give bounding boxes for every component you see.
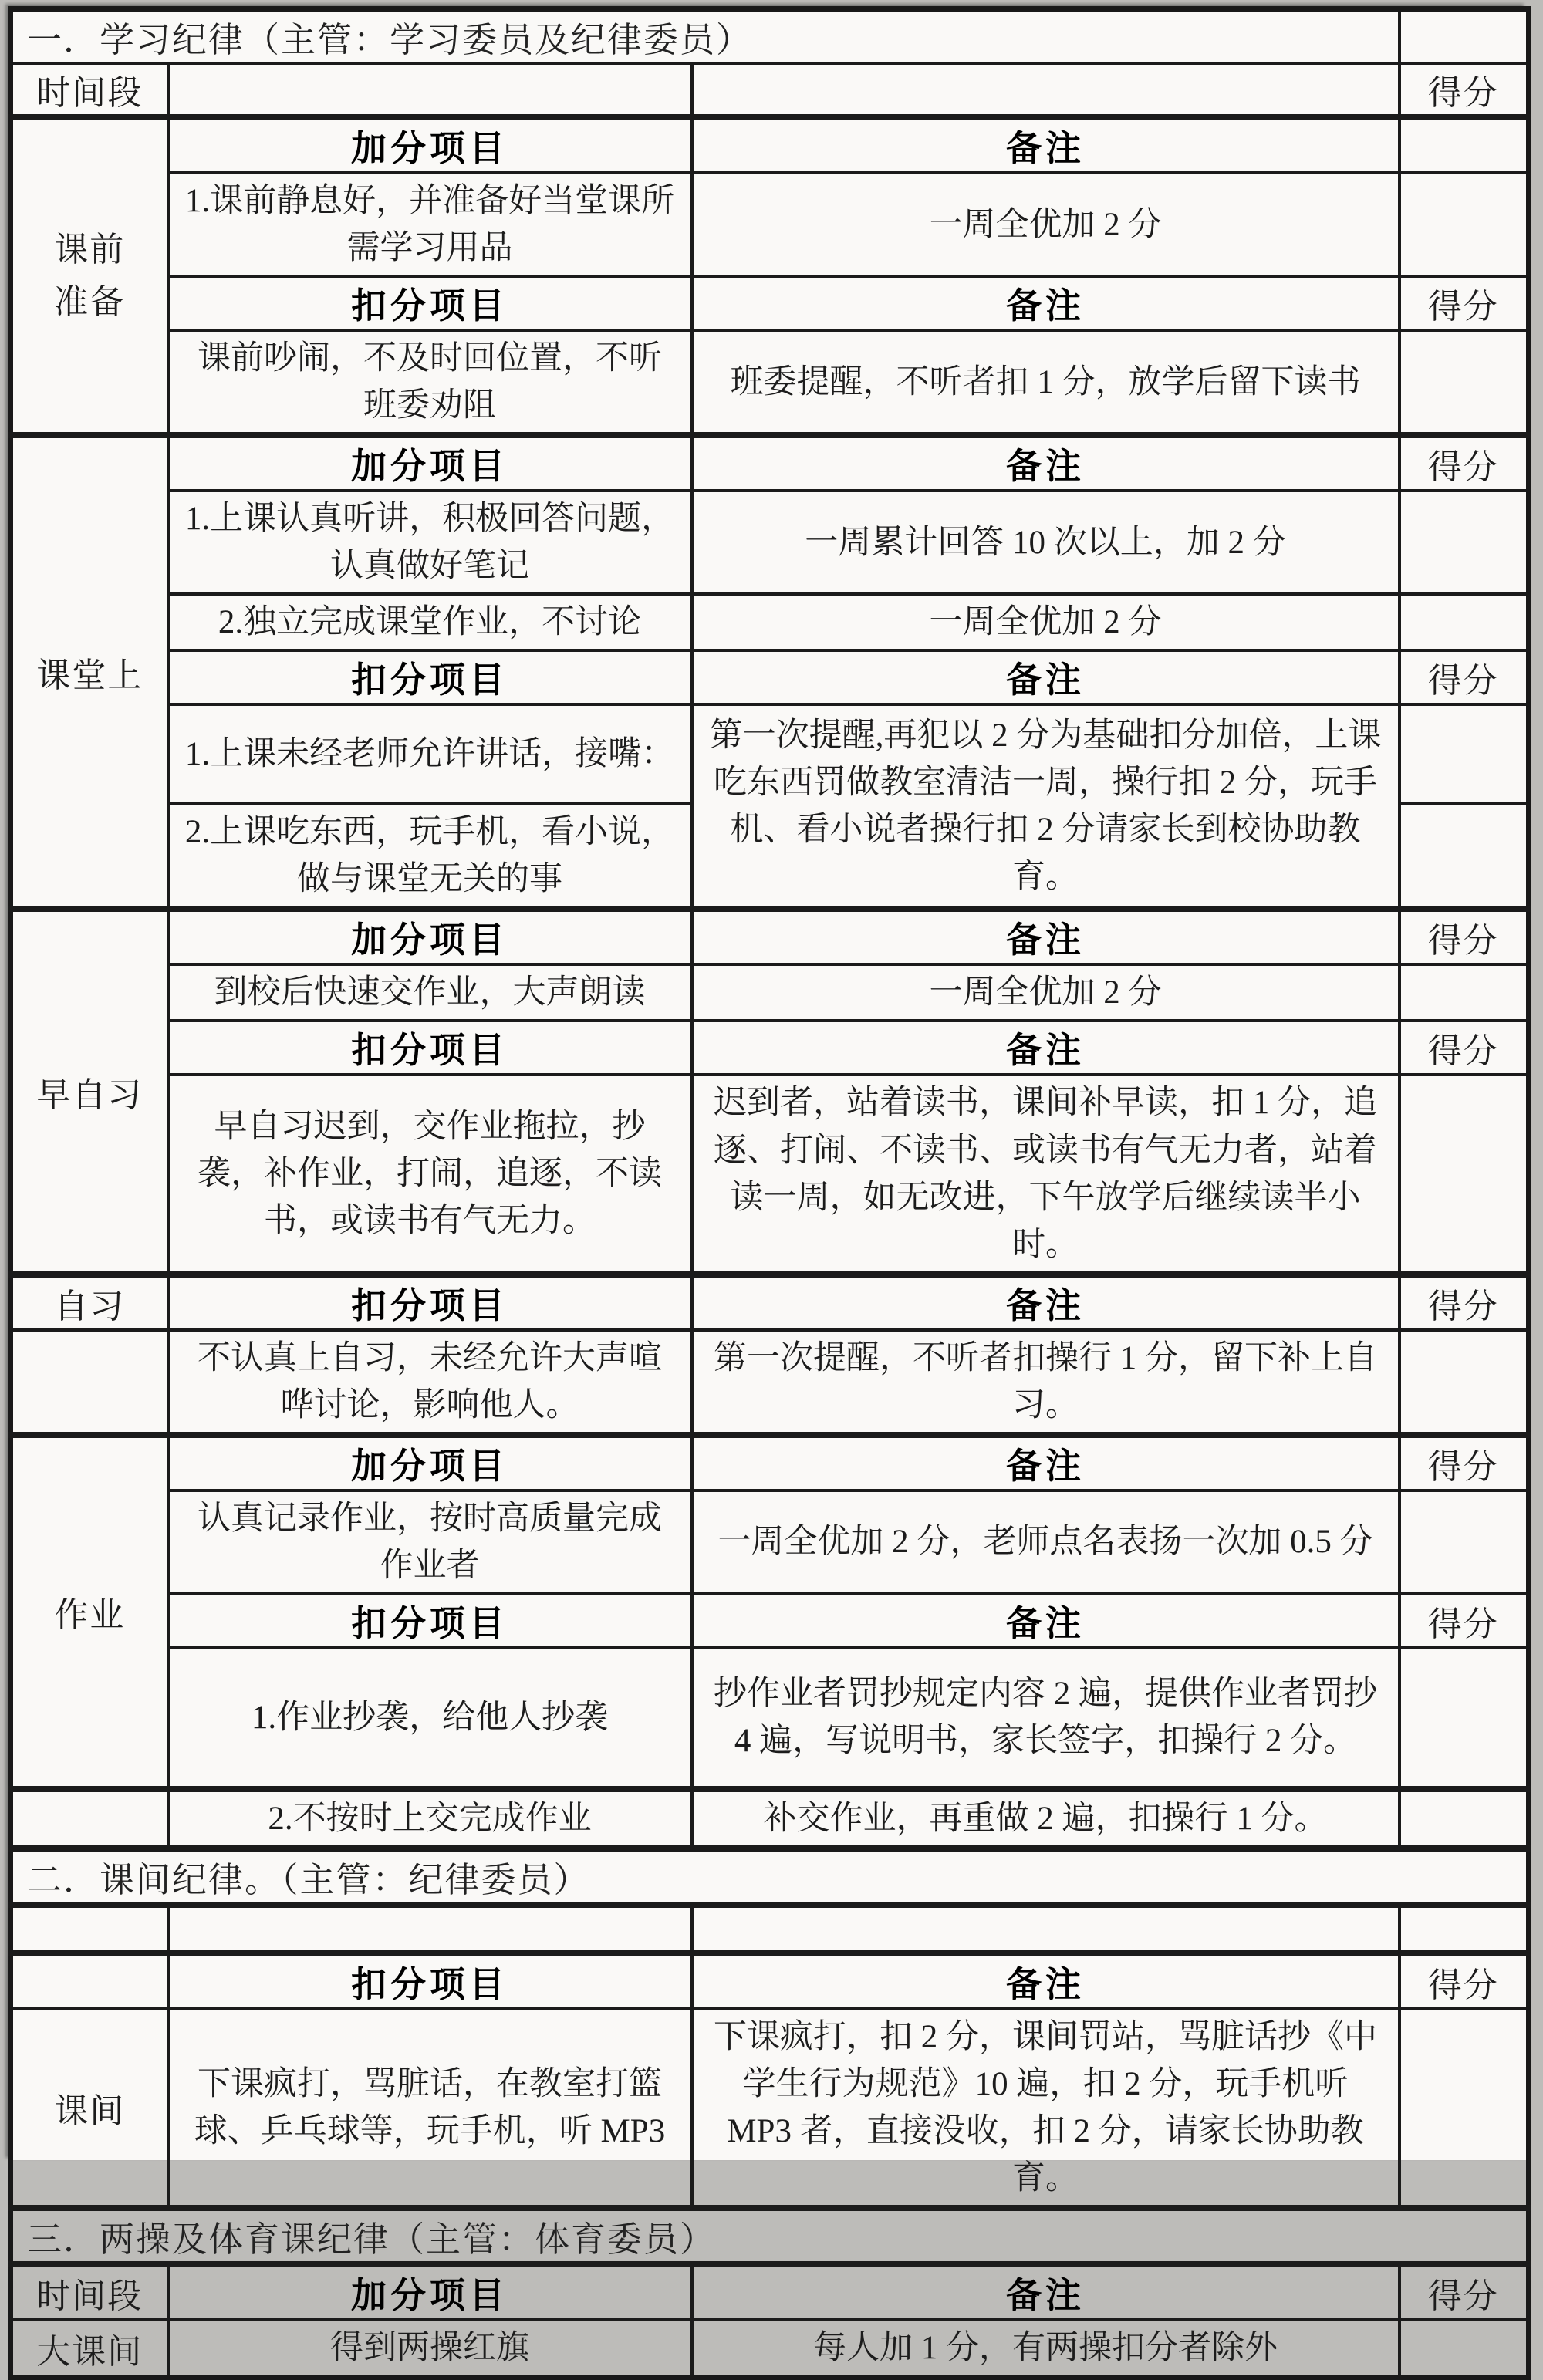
score-cell bbox=[1400, 117, 1529, 173]
pre-class-bonus-item: 1.课前静息好，并准备好当堂课所需学习用品 bbox=[168, 173, 692, 276]
row-label-pre-class: 课前准备 bbox=[11, 117, 168, 435]
score-cell bbox=[1400, 9, 1529, 64]
in-class-bonus-item-1: 1.上课认真听讲，积极回答问题，认真做好笔记 bbox=[168, 491, 692, 594]
empty-cell bbox=[11, 1789, 168, 1848]
self-study-deduction-item: 不认真上自习，未经允许大声喧哗讨论，影响他人。 bbox=[168, 1330, 692, 1435]
score-header: 得分 bbox=[1400, 63, 1529, 117]
homework-deduction-remark-2: 补交作业，再重做 2 遍，扣操行 1 分。 bbox=[692, 1789, 1400, 1848]
remark-header: 备注 bbox=[692, 1435, 1400, 1490]
remark-header: 备注 bbox=[692, 2264, 1400, 2320]
discipline-rules-table bbox=[8, 6, 1531, 2380]
in-class-deduction-remark: 第一次提醒,再犯以 2 分为基础扣分加倍，上课吃东西罚做教室清洁一周，操行扣 2 分，玩手机、看小说者操行扣 2 分请家长到校协助教育。 bbox=[692, 704, 1400, 909]
time-period-header: 时间段 bbox=[11, 63, 168, 117]
score-cell bbox=[1400, 1789, 1529, 1848]
empty-cell bbox=[11, 1330, 168, 1435]
empty-cell bbox=[11, 1953, 168, 2009]
morning-study-deduction-remark: 迟到者，站着读书，课间补早读，扣 1 分，追逐、打闹、不读书、或读书有气无力者，站着读一周，如无改进，下午放学后继续读半小时。 bbox=[692, 1075, 1400, 1274]
in-class-deduction-item-2: 2.上课吃东西，玩手机，看小说，做与课堂无关的事 bbox=[168, 804, 692, 909]
deduction-items-header: 扣分项目 bbox=[168, 1274, 692, 1330]
score-cell bbox=[1400, 704, 1529, 804]
score-header: 得分 bbox=[1400, 1435, 1529, 1490]
bonus-items-header: 加分项目 bbox=[168, 2264, 692, 2320]
remark-header: 备注 bbox=[692, 1953, 1400, 2009]
deduction-items-header: 扣分项目 bbox=[168, 1953, 692, 2009]
homework-deduction-remark-1: 抄作业者罚抄规定内容 2 遍，提供作业者罚抄 4 遍，写说明书，家长签字，扣操行 2 分。 bbox=[692, 1648, 1400, 1789]
score-cell bbox=[1400, 1330, 1529, 1435]
in-class-bonus-remark-2: 一周全优加 2 分 bbox=[692, 594, 1400, 650]
self-study-deduction-remark: 第一次提醒，不听者扣操行 1 分，留下补上自习。 bbox=[692, 1330, 1400, 1435]
section3-title: 三．两操及体育课纪律（主管：体育委员） bbox=[11, 2208, 1529, 2264]
row-label-self-study: 自习 bbox=[11, 1274, 168, 1330]
remark-header: 备注 bbox=[692, 1594, 1400, 1648]
morning-study-bonus-item: 到校后快速交作业，大声朗读 bbox=[168, 964, 692, 1021]
empty-cell bbox=[1400, 1905, 1529, 1953]
in-class-bonus-remark-1: 一周累计回答 10 次以上，加 2 分 bbox=[692, 491, 1400, 594]
empty-cell bbox=[168, 1905, 692, 1953]
score-cell bbox=[1400, 2009, 1529, 2208]
score-header: 得分 bbox=[1400, 1953, 1529, 2009]
score-cell bbox=[1400, 594, 1529, 650]
score-header: 得分 bbox=[1400, 1594, 1529, 1648]
section1-title: 一．学习纪律（主管：学习委员及纪律委员） bbox=[11, 9, 1400, 64]
score-cell bbox=[1400, 173, 1529, 276]
pre-class-bonus-remark: 一周全优加 2 分 bbox=[692, 173, 1400, 276]
homework-deduction-item-1: 1.作业抄袭，给他人抄袭 bbox=[168, 1648, 692, 1789]
deduction-items-header: 扣分项目 bbox=[168, 650, 692, 704]
bonus-items-header: 加分项目 bbox=[168, 909, 692, 964]
empty-cell bbox=[692, 1905, 1400, 1953]
morning-study-deduction-item: 早自习迟到，交作业拖拉，抄袭，补作业，打闹，追逐，不读书，或读书有气无力。 bbox=[168, 1075, 692, 1274]
big-break-bonus-remark: 每人加 1 分，有两操扣分者除外 bbox=[692, 2320, 1400, 2378]
score-cell bbox=[1400, 2320, 1529, 2378]
break-time-deduction-item: 下课疯打，骂脏话，在教室打篮球、乒乓球等，玩手机，听 MP3 bbox=[168, 2009, 692, 2208]
bonus-items-header: 加分项目 bbox=[168, 435, 692, 491]
big-break-bonus-item: 得到两操红旗 bbox=[168, 2320, 692, 2378]
deduction-items-header: 扣分项目 bbox=[168, 1021, 692, 1075]
scanned-discipline-table-sheet bbox=[8, 6, 1526, 2371]
bonus-items-header: 加分项目 bbox=[168, 117, 692, 173]
in-class-deduction-item-1: 1.上课未经老师允许讲话，接嘴： bbox=[168, 704, 692, 804]
score-header: 得分 bbox=[1400, 1021, 1529, 1075]
score-header: 得分 bbox=[1400, 650, 1529, 704]
homework-deduction-item-2: 2.不按时上交完成作业 bbox=[168, 1789, 692, 1848]
in-class-bonus-item-2: 2.独立完成课堂作业，不讨论 bbox=[168, 594, 692, 650]
deduction-items-header: 扣分项目 bbox=[168, 276, 692, 330]
empty-cell bbox=[11, 1905, 168, 1953]
remark-header: 备注 bbox=[692, 909, 1400, 964]
remark-header: 备注 bbox=[692, 650, 1400, 704]
score-header: 得分 bbox=[1400, 909, 1529, 964]
remark-header: 备注 bbox=[692, 435, 1400, 491]
score-cell bbox=[1400, 1490, 1529, 1594]
homework-bonus-item: 认真记录作业，按时高质量完成作业者 bbox=[168, 1490, 692, 1594]
score-header: 得分 bbox=[1400, 435, 1529, 491]
empty-cell bbox=[692, 63, 1400, 117]
score-cell bbox=[1400, 1648, 1529, 1789]
row-label-in-class: 课堂上 bbox=[11, 435, 168, 909]
break-time-deduction-remark: 下课疯打，扣 2 分，课间罚站，骂脏话抄《中学生行为规范》10 遍，扣 2 分，玩手机听 MP3 者，直接没收，扣 2 分，请家长协助教育。 bbox=[692, 2009, 1400, 2208]
row-label-big-break: 大课间 bbox=[11, 2320, 168, 2378]
remark-header: 备注 bbox=[692, 117, 1400, 173]
remark-header: 备注 bbox=[692, 1021, 1400, 1075]
time-period-header: 时间段 bbox=[11, 2264, 168, 2320]
score-cell bbox=[1400, 804, 1529, 909]
pre-class-deduction-item: 课前吵闹，不及时回位置，不听班委劝阻 bbox=[168, 330, 692, 435]
remark-header: 备注 bbox=[692, 1274, 1400, 1330]
score-cell bbox=[1400, 1075, 1529, 1274]
score-header: 得分 bbox=[1400, 2264, 1529, 2320]
remark-header: 备注 bbox=[692, 276, 1400, 330]
homework-bonus-remark: 一周全优加 2 分，老师点名表扬一次加 0.5 分 bbox=[692, 1490, 1400, 1594]
row-label-break-time: 课间 bbox=[11, 2009, 168, 2208]
bonus-items-header: 加分项目 bbox=[168, 1435, 692, 1490]
row-label-homework: 作业 bbox=[11, 1435, 168, 1789]
score-cell bbox=[1400, 330, 1529, 435]
morning-study-bonus-remark: 一周全优加 2 分 bbox=[692, 964, 1400, 1021]
score-header: 得分 bbox=[1400, 1274, 1529, 1330]
row-label-morning-study: 早自习 bbox=[11, 909, 168, 1274]
section2-title: 二．课间纪律。（主管：纪律委员） bbox=[11, 1848, 1529, 1905]
score-header: 得分 bbox=[1400, 276, 1529, 330]
score-cell bbox=[1400, 964, 1529, 1021]
score-cell bbox=[1400, 491, 1529, 594]
deduction-items-header: 扣分项目 bbox=[168, 1594, 692, 1648]
pre-class-deduction-remark: 班委提醒，不听者扣 1 分，放学后留下读书 bbox=[692, 330, 1400, 435]
empty-cell bbox=[168, 63, 692, 117]
